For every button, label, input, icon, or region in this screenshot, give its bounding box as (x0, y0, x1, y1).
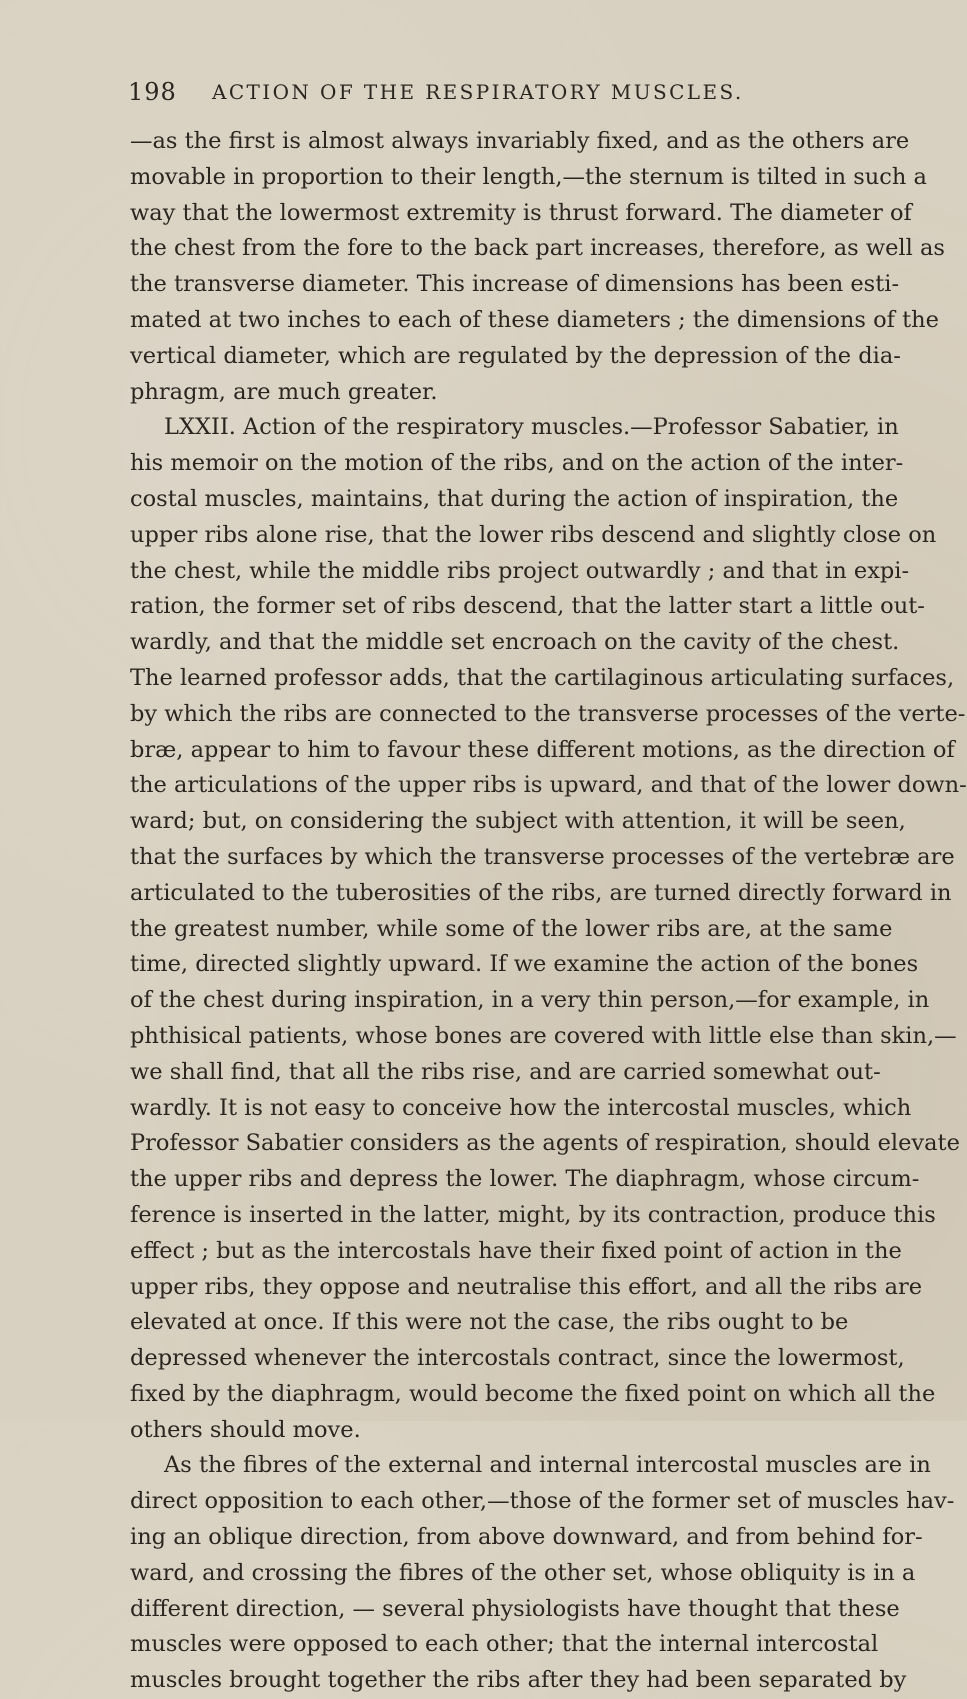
text-line: others should move. (130, 1416, 361, 1443)
text-line: of the chest during inspiration, in a very thin person,—for example, in (130, 987, 930, 1014)
text-line: muscles brought together the ribs after they had been separated by (130, 1667, 907, 1694)
running-head (128, 78, 760, 108)
text-line: phragm, are much greater. (130, 378, 438, 405)
paragraph (130, 410, 967, 1448)
text-line: wardly, and that the middle set encroach on the cavity of the chest. (130, 629, 900, 656)
text-line: LXXII. Action of the respiratory muscles.—Professor Sabatier, in (164, 414, 899, 441)
text-line: the chest, while the middle ribs project outwardly ; and that in expi- (130, 557, 910, 584)
text-line: fixed by the diaphragm, would become the fixed point on which all the (130, 1380, 936, 1407)
text-line: the transverse diameter. This increase of dimensions has been esti- (130, 271, 900, 298)
text-line: we shall find, that all the ribs rise, and are carried somewhat out- (130, 1058, 881, 1085)
text-line: ward, and crossing the fibres of the other set, whose obliquity is in a (130, 1559, 916, 1586)
text-line: the articulations of the upper ribs is upward, and that of the lower down- (130, 772, 967, 799)
paragraph (130, 124, 945, 410)
text-line: articulated to the tuberosities of the ribs, are turned directly forward in (130, 879, 952, 906)
text-line: phthisical patients, whose bones are covered with little else than skin,— (130, 1022, 957, 1049)
text-line: ing an oblique direction, from above downward, and from behind for- (130, 1524, 923, 1551)
text-line: ference is inserted in the latter, might, by its contraction, produce this (130, 1201, 936, 1228)
text-line: ration, the former set of ribs descend, that the latter start a little out- (130, 593, 925, 620)
text-line: depressed whenever the intercostals contract, since the lowermost, (130, 1345, 905, 1372)
text-line: muscles were opposed to each other; that the internal intercostal (130, 1631, 879, 1658)
text-line: wardly. It is not easy to conceive how the intercostal muscles, which (130, 1094, 912, 1121)
text-line: his memoir on the motion of the ribs, and on the action of the inter- (130, 450, 904, 477)
text-line: mated at two inches to each of these diameters ; the dimensions of the (130, 306, 939, 333)
text-line: The learned professor adds, that the cartilaginous articulating surfaces, (130, 664, 955, 691)
text-line: upper ribs alone rise, that the lower ribs descend and slightly close on (130, 521, 937, 548)
text-line: effect ; but as the intercostals have their fixed point of action in the (130, 1237, 902, 1264)
text-line: upper ribs, they oppose and neutralise this effort, and all the ribs are (130, 1273, 923, 1300)
text-line: the upper ribs and depress the lower. The diaphragm, whose circum- (130, 1166, 920, 1193)
text-line: the chest from the fore to the back part increases, therefore, as well as (130, 235, 945, 262)
text-line: way that the lowermost extremity is thrust forward. The diameter of (130, 199, 912, 226)
text-line: the greatest number, while some of the lower ribs are, at the same (130, 915, 893, 942)
text-line: ward; but, on considering the subject with attention, it will be seen, (130, 808, 906, 835)
text-line: elevated at once. If this were not the case, the ribs ought to be (130, 1309, 849, 1336)
text-line: vertical diameter, which are regulated by the depression of the dia- (130, 342, 901, 369)
page-number: 198 (128, 78, 177, 106)
text-line: As the fibres of the external and internal intercostal muscles are in (164, 1452, 931, 1479)
text-line: Professor Sabatier considers as the agents of respiration, should elevate (130, 1130, 960, 1157)
text-line: —as the first is almost always invariably fixed, and as the others are (130, 128, 910, 154)
text-line: different direction, — several physiologists have thought that these (130, 1595, 900, 1622)
text-line: bræ, appear to him to favour these different motions, as the direction of (130, 736, 955, 763)
text-line: costal muscles, maintains, that during the action of inspiration, the (130, 485, 899, 512)
text-line: time, directed slightly upward. If we examine the action of the bones (130, 951, 919, 978)
running-title: ACTION OF THE RESPIRATORY MUSCLES. (212, 80, 744, 104)
text-line: that the surfaces by which the transverse processes of the vertebræ are (130, 843, 955, 870)
text-line: direct opposition to each other,—those of the former set of muscles hav- (130, 1488, 955, 1515)
body-text (130, 124, 967, 1699)
paragraph (130, 1448, 955, 1699)
text-line: by which the ribs are connected to the transverse processes of the verte- (130, 700, 966, 727)
text-line: movable in proportion to their length,—the sternum is tilted in such a (130, 163, 927, 190)
